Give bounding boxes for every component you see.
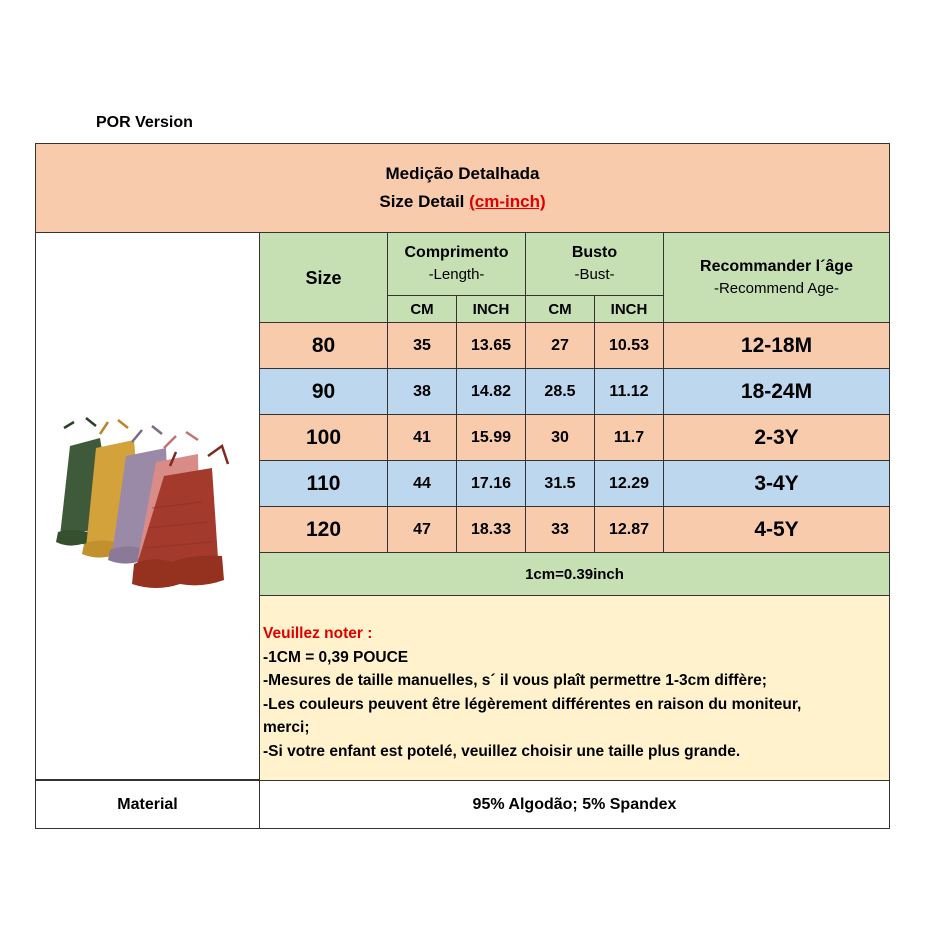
row-length-inch: 17.16 <box>456 460 526 507</box>
header-unit-link: (cm-inch) <box>469 192 546 211</box>
column-header-bust <box>525 232 664 296</box>
header-subtitle <box>379 188 545 216</box>
row-size: 100 <box>259 414 388 461</box>
notes-panel <box>259 595 890 781</box>
conversion-row: 1cm=0.39inch <box>259 552 890 596</box>
row-size: 120 <box>259 506 388 553</box>
subheader-length-inch: INCH <box>456 295 526 323</box>
column-size-label: Size <box>305 267 342 288</box>
note-line: merci; <box>263 719 310 736</box>
row-length-cm: 47 <box>387 506 457 553</box>
column-header-age <box>663 232 890 323</box>
row-length-inch: 18.33 <box>456 506 526 553</box>
row-length-inch: 13.65 <box>456 322 526 369</box>
row-length-inch: 14.82 <box>456 368 526 415</box>
column-length-sub: -Length- <box>428 266 485 283</box>
row-length-cm: 44 <box>387 460 457 507</box>
column-age-title: Recommander l´âge <box>700 257 853 275</box>
chart-header <box>35 143 890 233</box>
row-age: 18-24M <box>663 368 890 415</box>
subheader-bust-cm: CM <box>525 295 595 323</box>
note-line: -1CM = 0,39 POUCE <box>263 648 409 666</box>
row-size: 80 <box>259 322 388 369</box>
column-age-sub: -Recommend Age- <box>713 279 840 297</box>
notes-title: Veuillez noter : <box>263 625 373 642</box>
note-line: -Mesures de taille manuelles, s´ il vous plaît permettre 1-3cm diffère; <box>263 672 767 689</box>
row-size: 110 <box>259 460 388 507</box>
material-value: 95% Algodão; 5% Spandex <box>259 780 890 829</box>
column-length-title: Comprimento <box>404 244 509 261</box>
row-length-cm: 38 <box>387 368 457 415</box>
column-bust-title: Busto <box>571 244 618 261</box>
row-bust-cm: 27 <box>525 322 595 369</box>
row-bust-inch: 11.7 <box>594 414 664 461</box>
subheader-bust-inch: INCH <box>594 295 664 323</box>
header-subtitle-text: Size Detail <box>379 192 470 211</box>
version-label: POR Version <box>96 114 193 131</box>
subheader-length-cm: CM <box>387 295 457 323</box>
row-length-cm: 35 <box>387 322 457 369</box>
row-bust-cm: 31.5 <box>525 460 595 507</box>
row-size: 90 <box>259 368 388 415</box>
row-age: 12-18M <box>663 322 890 369</box>
note-line: -Les couleurs peuvent être légèrement différentes en raison du moniteur, <box>263 695 802 713</box>
column-bust-sub: -Bust- <box>574 266 615 283</box>
row-bust-inch: 10.53 <box>594 322 664 369</box>
row-bust-cm: 30 <box>525 414 595 461</box>
row-bust-cm: 28.5 <box>525 368 595 415</box>
row-length-cm: 41 <box>387 414 457 461</box>
row-bust-inch: 12.87 <box>594 506 664 553</box>
row-bust-inch: 12.29 <box>594 460 664 507</box>
note-line: -Si votre enfant est potelé, veuillez choisir une taille plus grande. <box>263 742 741 760</box>
column-header-size <box>259 232 388 323</box>
dress-product-image <box>52 408 232 600</box>
material-label: Material <box>35 780 260 829</box>
header-title: Medição Detalhada <box>385 164 540 183</box>
row-age: 4-5Y <box>663 506 890 553</box>
column-header-length <box>387 232 526 296</box>
row-age: 3-4Y <box>663 460 890 507</box>
row-bust-inch: 11.12 <box>594 368 664 415</box>
row-length-inch: 15.99 <box>456 414 526 461</box>
row-age: 2-3Y <box>663 414 890 461</box>
row-bust-cm: 33 <box>525 506 595 553</box>
